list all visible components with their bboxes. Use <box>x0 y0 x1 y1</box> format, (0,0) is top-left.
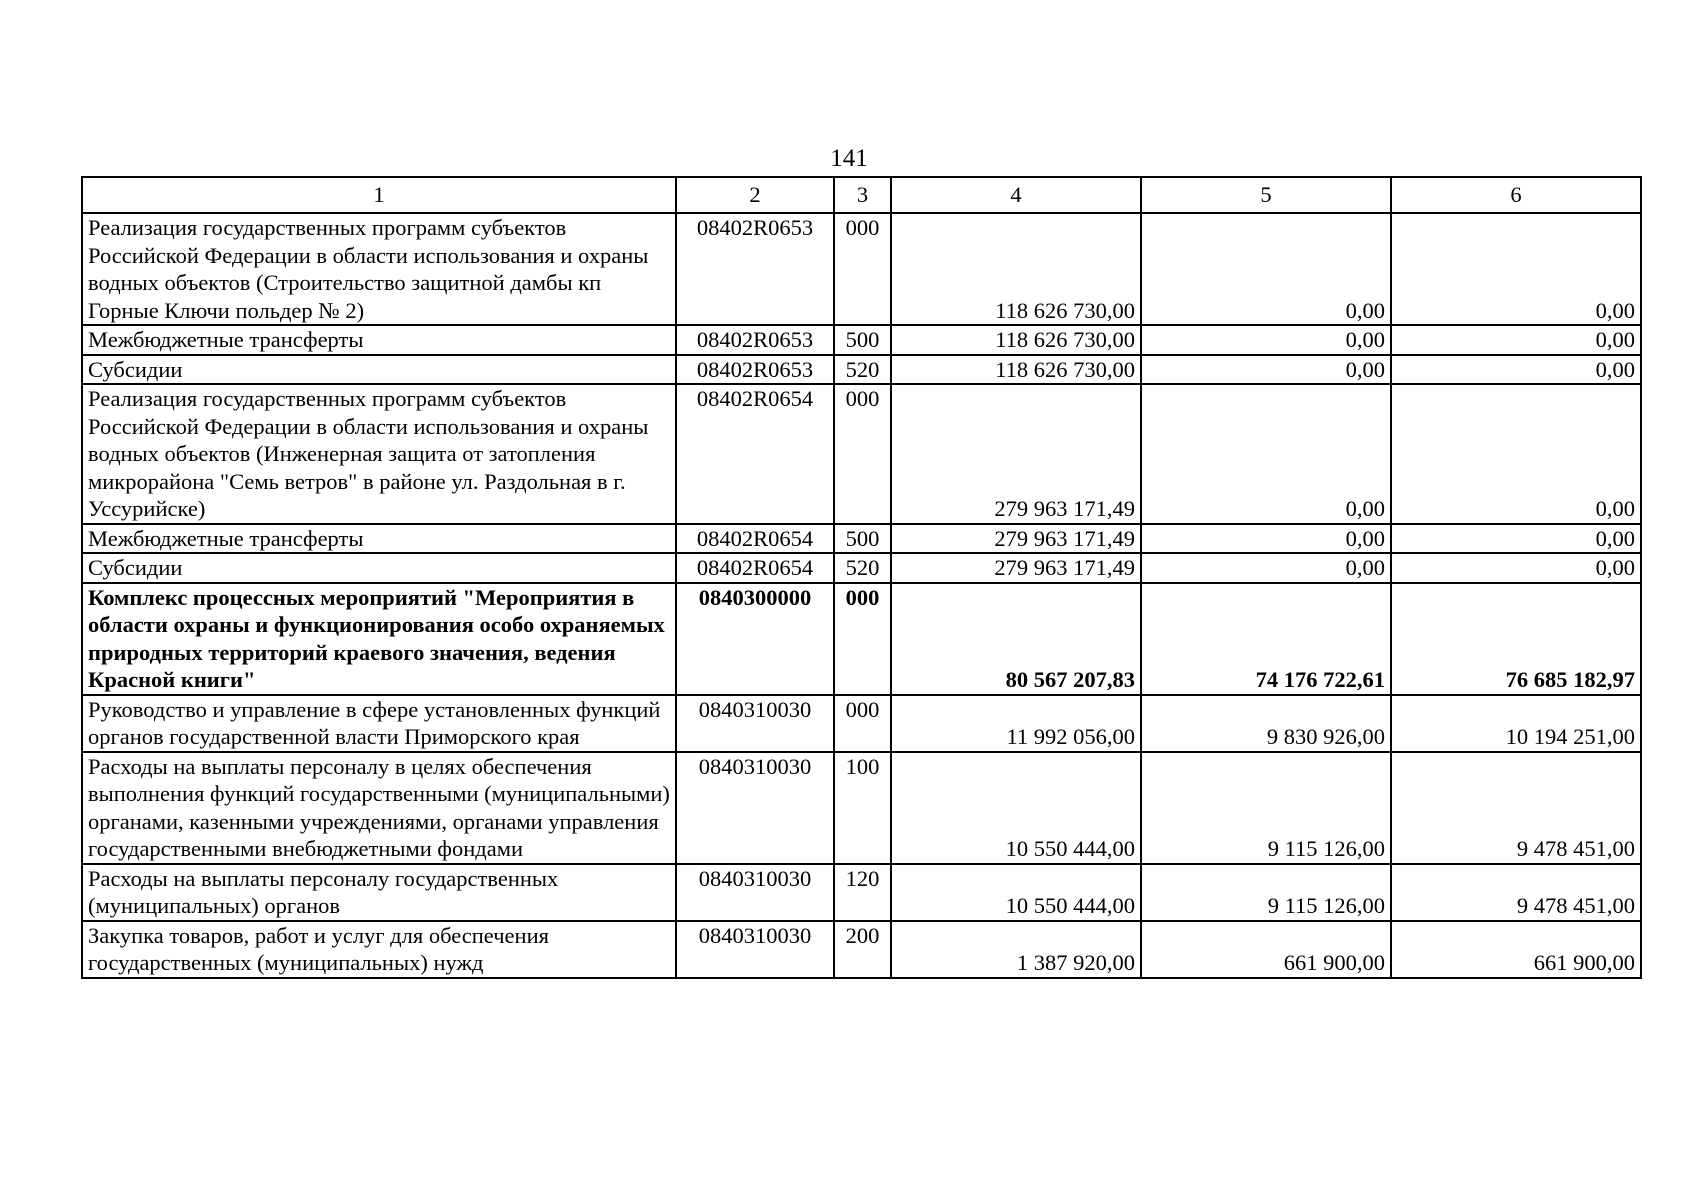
row-code-cell: 0840310030 <box>676 864 834 921</box>
row-type-cell: 120 <box>834 864 891 921</box>
row-name-cell: Руководство и управление в сфере установленных функций органов государственной власти Приморского края <box>82 695 676 752</box>
row-value-col4-cell: 11 992 056,00 <box>891 695 1141 752</box>
row-code-cell: 0840300000 <box>676 583 834 695</box>
row-value-col6-cell: 0,00 <box>1391 384 1641 524</box>
row-name-cell: Расходы на выплаты персоналу в целях обеспечения выполнения функций государственными (муниципальными) органами, казенными учреждениями, органами управления государственными внебюджетными фондами <box>82 752 676 864</box>
row-type-cell: 500 <box>834 524 891 554</box>
row-value-col5-cell: 74 176 722,61 <box>1141 583 1391 695</box>
row-value-col4-cell: 118 626 730,00 <box>891 325 1141 355</box>
row-name-cell: Реализация государственных программ субъектов Российской Федерации в области использования и охраны водных объектов (Инженерная защита от затопления микрорайона "Семь ветров" в районе ул. Раздольная в г. Уссурийске) <box>82 384 676 524</box>
row-value-col5-cell: 661 900,00 <box>1141 921 1391 978</box>
table-row <box>82 695 1641 752</box>
row-type-cell: 100 <box>834 752 891 864</box>
column-header-6: 6 <box>1391 177 1641 213</box>
table-row <box>82 752 1641 864</box>
row-name-cell: Реализация государственных программ субъектов Российской Федерации в области использования и охраны водных объектов (Строительство защитной дамбы кп Горные Ключи польдер № 2) <box>82 213 676 325</box>
budget-table <box>81 176 1642 979</box>
column-header-2: 2 <box>676 177 834 213</box>
table-row <box>82 213 1641 325</box>
row-value-col6-cell: 0,00 <box>1391 524 1641 554</box>
row-value-col4-cell: 279 963 171,49 <box>891 524 1141 554</box>
row-value-col4-cell: 80 567 207,83 <box>891 583 1141 695</box>
row-value-col6-cell: 0,00 <box>1391 355 1641 385</box>
table-row <box>82 921 1641 978</box>
row-value-col6-cell: 0,00 <box>1391 325 1641 355</box>
row-code-cell: 08402R0654 <box>676 524 834 554</box>
table-row <box>82 384 1641 524</box>
row-type-cell: 000 <box>834 213 891 325</box>
row-value-col4-cell: 279 963 171,49 <box>891 384 1141 524</box>
row-value-col5-cell: 0,00 <box>1141 553 1391 583</box>
row-value-col5-cell: 0,00 <box>1141 384 1391 524</box>
row-value-col6-cell: 9 478 451,00 <box>1391 864 1641 921</box>
row-value-col5-cell: 0,00 <box>1141 325 1391 355</box>
row-value-col5-cell: 9 115 126,00 <box>1141 864 1391 921</box>
table-row <box>82 583 1641 695</box>
table-header-row <box>82 177 1641 213</box>
column-header-5: 5 <box>1141 177 1391 213</box>
row-value-col4-cell: 118 626 730,00 <box>891 355 1141 385</box>
row-value-col5-cell: 0,00 <box>1141 355 1391 385</box>
row-type-cell: 000 <box>834 384 891 524</box>
row-value-col6-cell: 661 900,00 <box>1391 921 1641 978</box>
row-value-col5-cell: 9 830 926,00 <box>1141 695 1391 752</box>
row-value-col6-cell: 10 194 251,00 <box>1391 695 1641 752</box>
row-type-cell: 200 <box>834 921 891 978</box>
page-number: 141 <box>830 145 868 172</box>
table-row <box>82 355 1641 385</box>
row-type-cell: 520 <box>834 553 891 583</box>
column-header-3: 3 <box>834 177 891 213</box>
row-name-cell: Межбюджетные трансферты <box>82 524 676 554</box>
row-value-col4-cell: 10 550 444,00 <box>891 864 1141 921</box>
table-row <box>82 524 1641 554</box>
row-code-cell: 08402R0653 <box>676 355 834 385</box>
row-name-cell: Расходы на выплаты персоналу государственных (муниципальных) органов <box>82 864 676 921</box>
row-value-col4-cell: 1 387 920,00 <box>891 921 1141 978</box>
row-value-col5-cell: 0,00 <box>1141 213 1391 325</box>
row-value-col6-cell: 0,00 <box>1391 213 1641 325</box>
table-row <box>82 553 1641 583</box>
row-type-cell: 520 <box>834 355 891 385</box>
row-type-cell: 000 <box>834 695 891 752</box>
row-name-cell: Межбюджетные трансферты <box>82 325 676 355</box>
row-code-cell: 08402R0653 <box>676 213 834 325</box>
row-value-col4-cell: 118 626 730,00 <box>891 213 1141 325</box>
row-value-col4-cell: 10 550 444,00 <box>891 752 1141 864</box>
row-value-col6-cell: 76 685 182,97 <box>1391 583 1641 695</box>
column-header-4: 4 <box>891 177 1141 213</box>
row-name-cell: Комплекс процессных мероприятий "Мероприятия в области охраны и функционирования особо охраняемых природных территорий краевого значения, ведения Красной книги" <box>82 583 676 695</box>
row-value-col5-cell: 0,00 <box>1141 524 1391 554</box>
row-code-cell: 08402R0653 <box>676 325 834 355</box>
row-value-col5-cell: 9 115 126,00 <box>1141 752 1391 864</box>
table-row <box>82 864 1641 921</box>
row-code-cell: 0840310030 <box>676 921 834 978</box>
row-type-cell: 500 <box>834 325 891 355</box>
row-code-cell: 08402R0654 <box>676 553 834 583</box>
row-type-cell: 000 <box>834 583 891 695</box>
row-code-cell: 0840310030 <box>676 695 834 752</box>
row-code-cell: 08402R0654 <box>676 384 834 524</box>
row-name-cell: Субсидии <box>82 355 676 385</box>
row-value-col6-cell: 9 478 451,00 <box>1391 752 1641 864</box>
row-value-col6-cell: 0,00 <box>1391 553 1641 583</box>
row-code-cell: 0840310030 <box>676 752 834 864</box>
row-value-col4-cell: 279 963 171,49 <box>891 553 1141 583</box>
column-header-1: 1 <box>82 177 676 213</box>
table-body <box>82 213 1641 978</box>
row-name-cell: Субсидии <box>82 553 676 583</box>
table-row <box>82 325 1641 355</box>
row-name-cell: Закупка товаров, работ и услуг для обеспечения государственных (муниципальных) нужд <box>82 921 676 978</box>
